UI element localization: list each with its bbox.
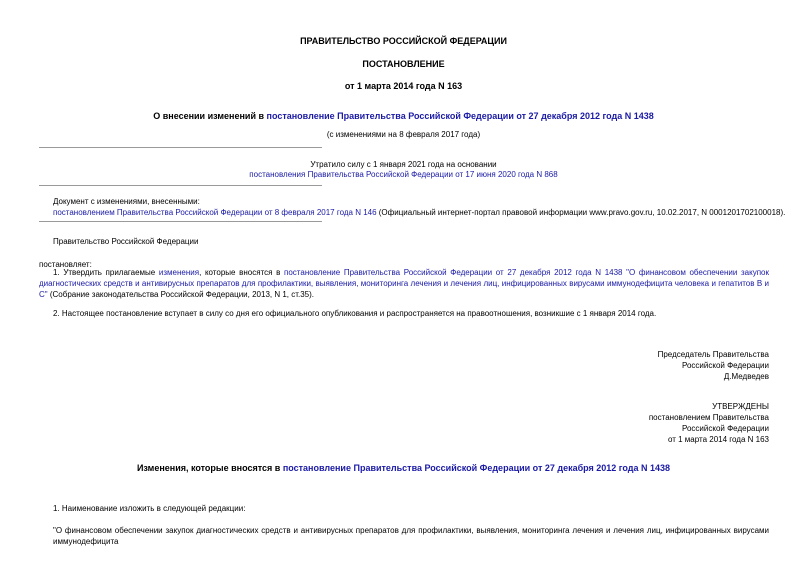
amendments-line — [53, 207, 786, 218]
signature-position-1: Председатель Правительства — [657, 350, 769, 359]
separator — [39, 221, 322, 222]
changes-title — [0, 463, 807, 473]
paragraph-1-text: 1. Утвердить прилагаемые — [53, 268, 159, 277]
paragraph-1 — [39, 267, 769, 300]
issuer: Правительство Российской Федерации — [53, 237, 199, 246]
changes-quote: "О финансовом обеспечении закупок диагностических средств и антивирусных препаратов для профилактики, выявления, мониторинга лечения и лечения лиц, инфицированных вирусами иммунодефицита — [53, 526, 769, 546]
document-title-link[interactable]: постановление Правительства Российской Федерации от 27 декабря 2012 года N 1438 — [266, 111, 654, 121]
changes-title-prefix: Изменения, которые вносятся в — [136, 463, 283, 473]
changes-title-link[interactable]: постановление Правительства Российской Федерации от 27 декабря 2012 года N 1438 — [282, 463, 671, 473]
changes-item-1: 1. Наименование изложить в следующей редакции: — [53, 504, 246, 513]
document-title-prefix: О внесении изменений в — [153, 111, 267, 121]
government-heading: ПРАВИТЕЛЬСТВО РОССИЙСКОЙ ФЕДЕРАЦИИ — [300, 36, 507, 46]
changes-link[interactable]: изменения — [158, 268, 200, 277]
amendments-link[interactable]: постановлением Правительства Российской Федерации от 8 февраля 2017 года N 146 — [53, 208, 377, 217]
expired-link[interactable]: постановления Правительства Российской Федерации от 17 июня 2020 года N 868 — [249, 170, 558, 179]
separator — [39, 147, 322, 148]
signature-name: Д.Медведев — [723, 372, 769, 381]
expired-note: Утратило силу с 1 января 2021 года на основании — [310, 160, 497, 169]
amendments-source: (Официальный интернет-портал правовой информации www.pravo.gov.ru, 10.02.2017, N 0001201702100018). — [376, 208, 786, 217]
approved-line-2: Российской Федерации — [682, 424, 769, 433]
signature-position-2: Российской Федерации — [682, 361, 769, 370]
paragraph-2: 2. Настоящее постановление вступает в силу со дня его официального опубликования и распространяется на правоотношения, возникшие с 1 января 2014 года. — [53, 309, 657, 318]
approved-line-3: от 1 марта 2014 года N 163 — [667, 435, 769, 444]
document-title — [0, 111, 807, 121]
revision-note: (с изменениями на 8 февраля 2017 года) — [326, 130, 481, 139]
paragraph-1-text: , которые вносятся в — [199, 268, 285, 277]
document-date-number: от 1 марта 2014 года N 163 — [344, 81, 463, 91]
approved-line-1: постановлением Правительства — [648, 413, 769, 422]
amendments-label: Документ с изменениями, внесенными: — [53, 197, 200, 206]
document-type-heading: ПОСТАНОВЛЕНИЕ — [362, 59, 445, 69]
decrees-label: постановляет: — [39, 260, 92, 269]
paragraph-1-source: (Собрание законодательства Российской Федерации, 2013, N 1, ст.35). — [47, 290, 315, 299]
approved-label: УТВЕРЖДЕНЫ — [712, 402, 769, 411]
separator — [39, 185, 322, 186]
decree-1438-link[interactable]: постановление Правительства Российской Федерации от 27 декабря 2012 года N 1438 "О финансовом обеспечении закупок диагностических средств и антивирусных препаратов для профилактики, выявления, мониторинга лечения и лечения лиц, инфицированных вирусами иммунодефицита человека и гепатитов В и С" — [39, 268, 769, 299]
